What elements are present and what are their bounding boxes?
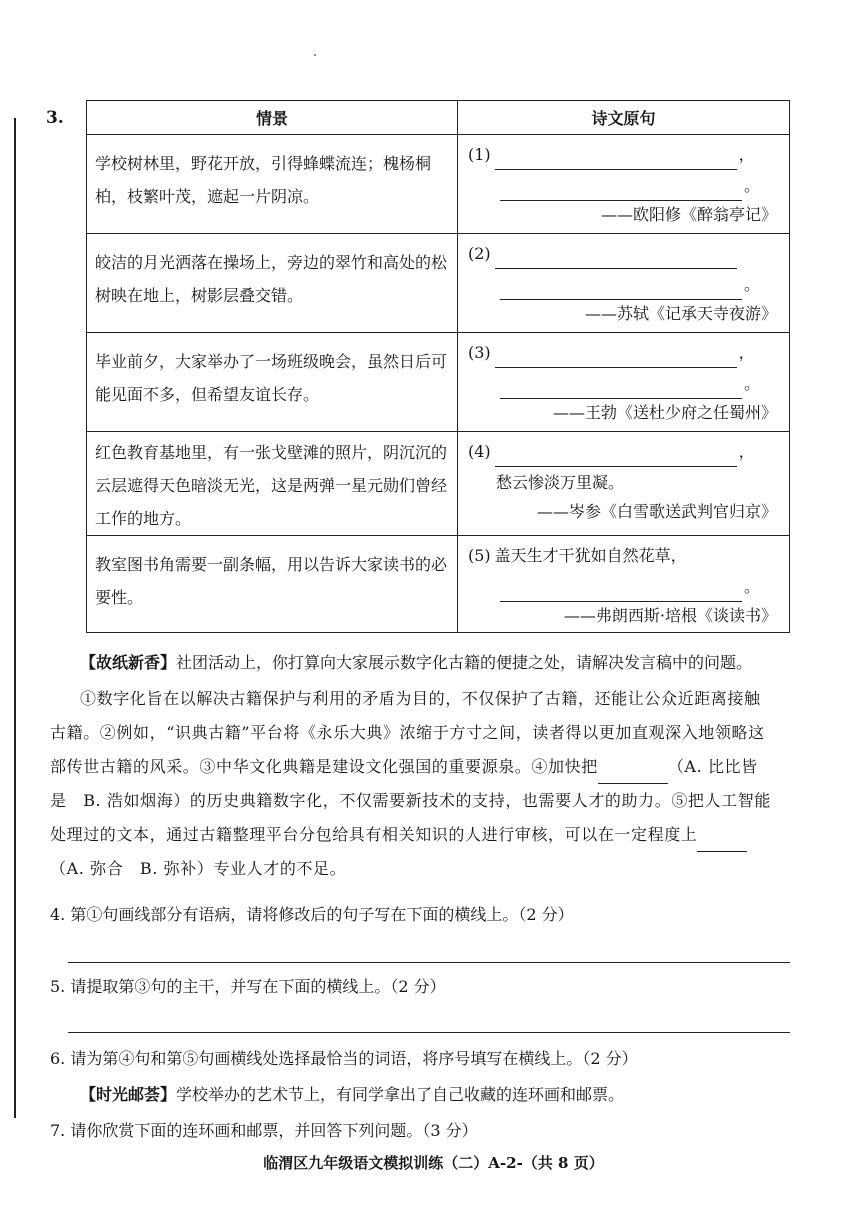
passage-text: 部传世古籍的风采。③中华文化典籍是建设文化强国的重要源泉。④加快把	[50, 757, 598, 776]
header-scene: 情景	[87, 101, 458, 135]
section-title: 【故纸新香】	[80, 653, 177, 672]
punct: 。	[744, 275, 761, 294]
answer-line-q4[interactable]	[68, 962, 790, 963]
item-label: (5)	[468, 546, 491, 565]
scene-cell	[87, 536, 458, 633]
answer-line-q5[interactable]	[68, 1032, 790, 1033]
answer-blank[interactable]	[598, 763, 668, 784]
poem-cell	[458, 135, 790, 234]
punct: 。	[744, 577, 761, 596]
scene-cell	[87, 234, 458, 333]
passage-line: 是 B. 浩如烟海）的历史典籍数字化，不仅需要新技术的支持，也需要人才的助力。⑤把人工智能	[50, 791, 771, 810]
question-5: 5. 请提取第③句的主干，并写在下面的横线上。（2 分）	[50, 977, 446, 996]
poem-recitation-table	[86, 100, 790, 633]
table-row	[87, 135, 790, 234]
poem-source: ——苏轼《记承天寺夜游》	[584, 304, 777, 323]
item-label: (1)	[468, 145, 491, 164]
section-intro-text: 学校举办的艺术节上，有同学拿出了自己收藏的连环画和邮票。	[176, 1085, 625, 1104]
header-original: 诗文原句	[458, 101, 790, 135]
scene-cell	[87, 432, 458, 536]
punct: ，	[738, 343, 755, 362]
passage-line	[50, 750, 792, 784]
answer-blank[interactable]	[500, 182, 742, 201]
answer-blank[interactable]	[500, 281, 742, 300]
scene-cell	[87, 333, 458, 432]
poem-source: ——岑参《白雪歌送武判官归京》	[536, 502, 777, 521]
item-label: (2)	[468, 244, 491, 263]
scene-cell	[87, 135, 458, 234]
punct: ，	[738, 145, 755, 164]
question-7: 7. 请你欣赏下面的连环画和邮票，并回答下列问题。（3 分）	[50, 1121, 478, 1140]
scene-text: 红色教育基地里，有一张戈壁滩的照片，阴沉沉的云层遮得天色暗淡无光，这是两弹一星元勋们曾经工作的地方。	[95, 443, 448, 528]
poem-source: ——弗朗西斯·培根《谈读书》	[563, 606, 777, 625]
passage-text: 处理过的文本，通过古籍整理平台分包给具有相关知识的人进行审核，可以在一定程度上	[50, 825, 698, 844]
answer-blank[interactable]	[495, 448, 737, 467]
given-line: 愁云惨淡万里凝。	[496, 473, 625, 492]
answer-blank[interactable]	[697, 831, 747, 852]
item-label: (4)	[468, 442, 491, 461]
poem-source: ——欧阳修《醉翁亭记》	[600, 205, 777, 224]
table-row	[87, 432, 790, 536]
poem-cell	[458, 333, 790, 432]
page-footer: 临渭区九年级语文模拟训练（二）A-2-（共 8 页）	[263, 1154, 604, 1172]
table-row	[87, 234, 790, 333]
section-title: 【时光邮荟】	[80, 1085, 177, 1104]
table-header-row	[87, 101, 790, 135]
question-6: 6. 请为第④句和第⑤句画横线处选择最恰当的词语，将序号填写在横线上。（2 分）	[50, 1049, 638, 1068]
poem-source: ——王勃《送杜少府之任蜀州》	[552, 403, 777, 422]
passage-text: （A. 比比皆	[667, 757, 758, 776]
answer-blank[interactable]	[500, 583, 742, 602]
passage-line: （A. 弥合 B. 弥补）专业人才的不足。	[50, 859, 347, 878]
passage-line	[50, 818, 792, 852]
punct: 。	[744, 374, 761, 393]
section-intro-text: 社团活动上，你打算向大家展示数字化古籍的便捷之处，请解决发言稿中的问题。	[176, 653, 753, 672]
poem-cell	[458, 536, 790, 633]
scene-text: 教室图书角需要一副条幅，用以告诉大家读书的必要性。	[95, 555, 448, 607]
punct: 。	[744, 176, 761, 195]
question-4: 4. 第①句画线部分有语病，请将修改后的句子写在下面的横线上。（2 分）	[50, 905, 574, 924]
table-row	[87, 536, 790, 633]
scene-text: 皎洁的月光洒落在操场上，旁边的翠竹和高处的松树映在地上，树影层叠交错。	[95, 253, 448, 305]
passage-line: ①数字化旨在以解决古籍保护与利用的矛盾为目的，不仅保护了古籍，还能让公众近距离接触	[80, 689, 761, 708]
punct: ，	[738, 442, 755, 461]
section-intro	[50, 646, 792, 680]
passage-line: 古籍。②例如，“识典古籍”平台将《永乐大典》浓缩于方寸之间，读者得以更加直观深入地领略这	[50, 723, 765, 742]
question-3-number: 3.	[46, 108, 64, 128]
answer-blank[interactable]	[500, 380, 742, 399]
section-stamps	[80, 1080, 624, 1110]
scene-text: 毕业前夕，大家举办了一场班级晚会，虽然日后可能见面不多，但希望友谊长存。	[95, 352, 448, 404]
passage	[50, 682, 792, 886]
poem-cell	[458, 234, 790, 333]
answer-blank[interactable]	[495, 151, 737, 170]
scan-speck	[314, 54, 316, 56]
given-line: 盖天生才干犹如自然花草，	[494, 546, 687, 565]
left-margin-rule	[14, 118, 16, 1118]
poem-cell	[458, 432, 790, 536]
scene-text: 学校树林里，野花开放，引得蜂蝶流连；槐杨桐柏，枝繁叶茂，遮起一片阴凉。	[95, 154, 432, 206]
table-row	[87, 333, 790, 432]
item-label: (3)	[468, 343, 491, 362]
answer-blank[interactable]	[495, 250, 737, 269]
answer-blank[interactable]	[495, 349, 737, 368]
